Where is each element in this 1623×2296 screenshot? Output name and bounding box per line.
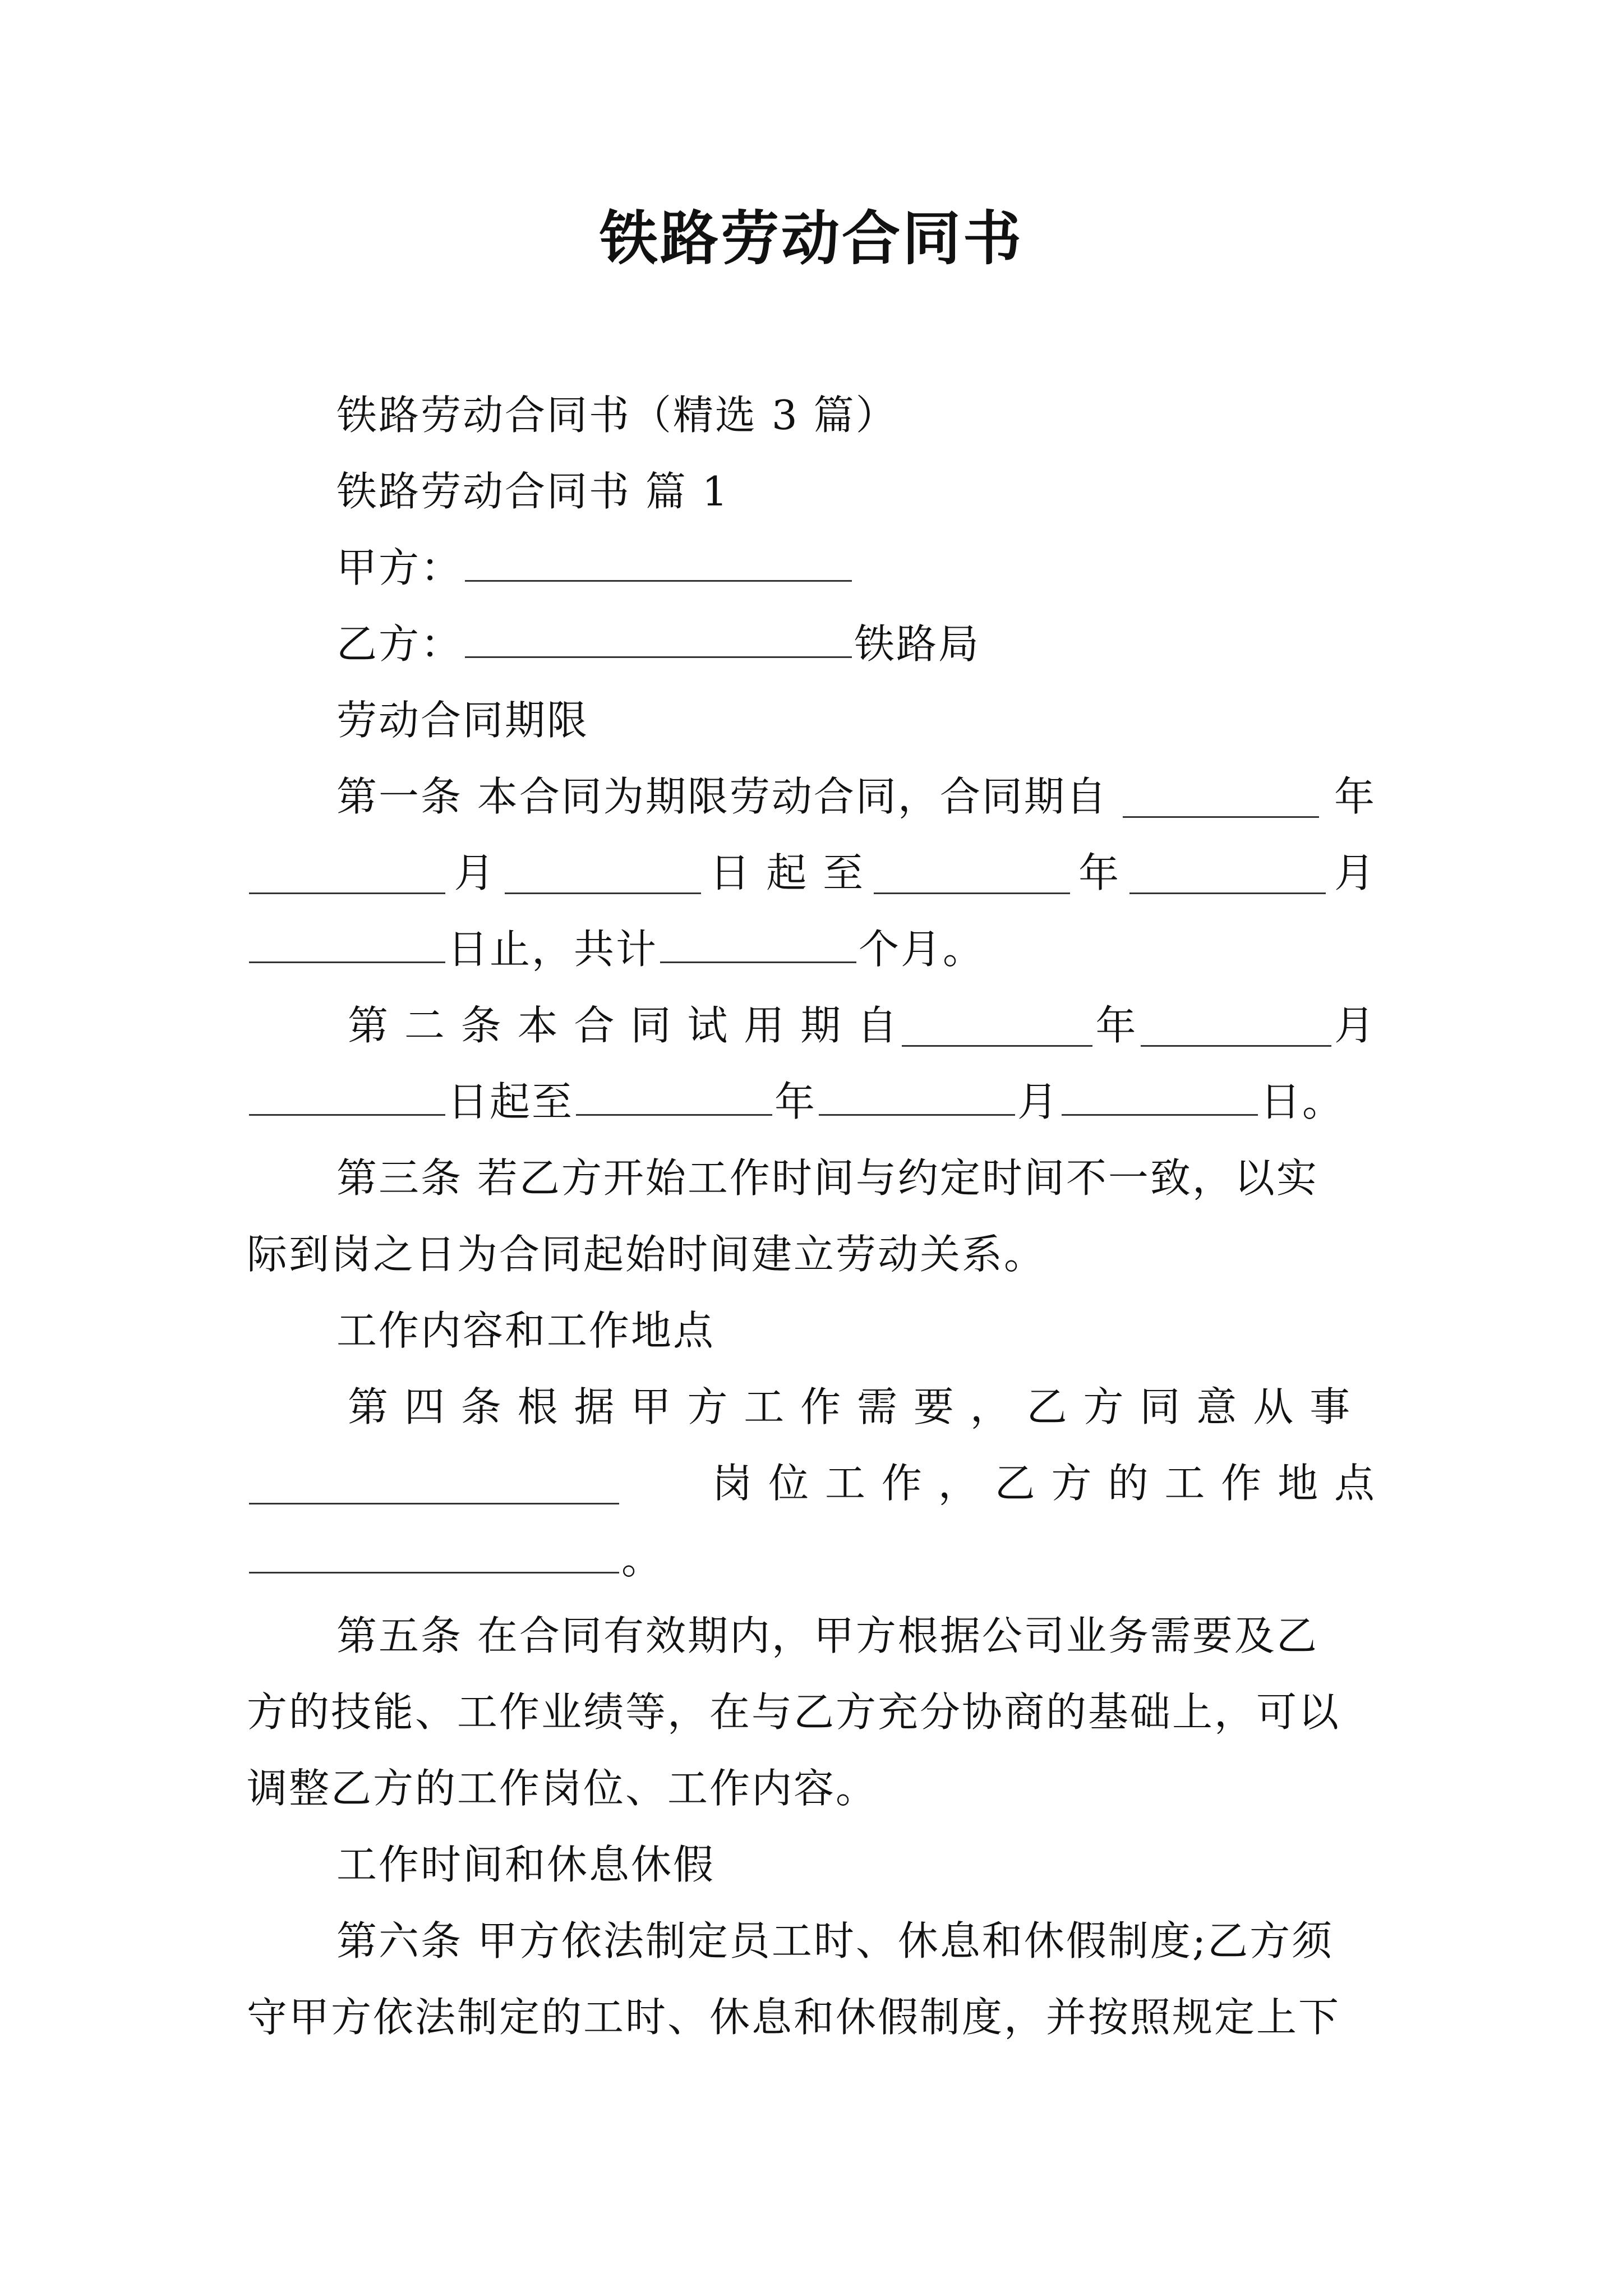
article-6-line-2: 守甲方依法制定的工时、休息和休假制度，并按照规定上下 [247,1994,1341,2041]
article-1-blank-day [505,852,701,894]
article-5-line-2: 方的技能、工作业绩等，在与乙方充分协商的基础上，可以 [247,1688,1341,1736]
section-heading-term: 劳动合同期限 [336,697,589,744]
subtitle-line: 铁路劳动合同书（精选 3 篇） [336,392,898,439]
article-2-blank-month [1141,1005,1331,1047]
article-3-line-1: 第三条 若乙方开始工作时间与约定时间不一致，以实 [336,1154,1318,1202]
article-4-line-2 [247,1445,1376,1522]
party-b-blank [465,616,852,658]
article-4-mid: 岗 位 工 作 ， 乙 方 的 工 作 地 点 [712,1460,1376,1507]
article-1-month2: 月 [1334,849,1376,896]
article-2-blank-year2 [576,1074,772,1116]
document-title: 铁路劳动合同书 [599,204,1023,273]
article-2-day: 日。 [1260,1078,1345,1125]
party-b-suffix: 铁路局 [854,620,981,668]
party-b-line [247,606,1376,683]
article-1-blank-year [1123,776,1319,818]
article-4-line-1: 第 四 条 根 据 甲 方 工 作 需 要 ， 乙 方 同 意 从 事 [348,1383,1352,1430]
article-2-blank-month2 [819,1074,1015,1116]
article-2-year: 年 [1095,1002,1138,1049]
article-1-prefix: 第一条 本合同为期限劳动合同，合同期自 [336,773,1108,820]
article-1-year: 年 [1334,773,1376,820]
article-2-from: 日起至 [448,1078,574,1125]
article-4-blank-post [249,1462,619,1504]
article-2-month: 月 [1334,1002,1376,1049]
party-a-label: 甲方： [336,544,463,591]
article-1-blank-count [660,921,856,963]
section-heading-work: 工作内容和工作地点 [336,1307,716,1354]
article-1-blank-month [249,852,445,894]
article-2-line-2 [247,1064,1376,1140]
article-1-line-1 [247,758,1376,835]
article-2-prefix: 第 二 条 本 合 同 试 用 期 自 [348,1002,899,1049]
article-4-line-3 [247,1521,1376,1598]
article-1-year2: 年 [1078,849,1121,896]
article-1-blank-day2 [249,921,445,963]
article-6-line-1: 第六条 甲方依法制定员工时、休息和休假制度;乙方须 [336,1917,1334,1964]
article-1-day-from: 日 起 至 [709,849,865,896]
section-heading-part1: 铁路劳动合同书 篇 1 [336,468,730,515]
article-4-blank-location [249,1531,619,1573]
article-1-month: 月 [454,849,496,896]
article-1-line-3 [247,911,1376,988]
article-1-blank-month2 [1129,852,1326,894]
article-3-line-2: 际到岗之日为合同起始时间建立劳动关系。 [247,1231,1046,1278]
article-1-end: 日止，共计 [448,926,658,973]
article-2-line-1 [247,987,1376,1064]
article-1-months: 个月。 [859,926,985,973]
article-1-line-2 [247,835,1376,912]
article-2-month2: 月 [1017,1078,1060,1125]
section-heading-hours: 工作时间和休息休假 [336,1841,716,1888]
article-1-blank-year2 [874,852,1070,894]
article-2-blank-day [249,1074,445,1116]
article-2-year2: 年 [774,1078,817,1125]
party-b-label: 乙方： [336,620,463,668]
article-5-line-1: 第五条 在合同有效期内，甲方根据公司业务需要及乙 [336,1612,1318,1659]
party-a-line [247,530,1376,606]
article-4-end: 。 [621,1536,664,1583]
article-5-line-3: 调整乙方的工作岗位、工作内容。 [247,1765,878,1812]
article-2-blank-year [902,1005,1092,1047]
party-a-blank [465,540,852,582]
article-2-blank-day2 [1062,1074,1258,1116]
